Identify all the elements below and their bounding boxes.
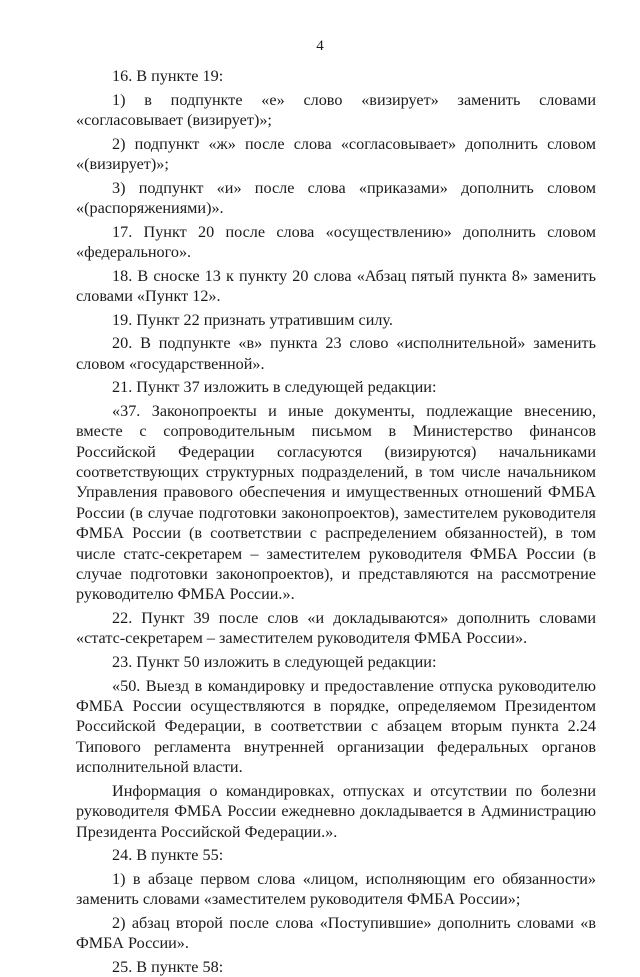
document-body: [76, 66, 596, 977]
item-25-heading: 25. В пункте 58:: [112, 957, 224, 976]
item-16-heading: 16. В пункте 19:: [112, 67, 224, 85]
item-17: 17. Пункт 20 после слова «осуществлению» дополнить словом «федерального».: [76, 222, 596, 261]
item-19: 19. Пункт 22 признать утратившим силу.: [112, 310, 393, 329]
item-23-heading: 23. Пункт 50 изложить в следующей редакции:: [112, 653, 437, 672]
item-20: 20. В подпункте «в» пункта 23 слово «исполнительной» заменить словом «государственной».: [76, 334, 596, 373]
item-23-quote-2: Информация о командировках, отпусках и отсутствии по болезни руководителя ФМБА России ежедневно докладывается в Администрацию Президента Российской Федерации.».: [76, 781, 596, 841]
item-24-heading: 24. В пункте 55:: [112, 846, 224, 865]
item-18: 18. В сноске 13 к пункту 20 слова «Абзац пятый пункта 8» заменить словами «Пункт 12».: [76, 266, 596, 305]
page-number: 4: [316, 38, 324, 54]
item-21-quote: «37. Законопроекты и иные документы, подлежащие внесению, вместе с сопроводительным письмом в Министерство финансов Российской Федерации согласуются (визируются) начальниками соответствующих структурных подразделений, в том числе начальником Управления правового обеспечения и имущественных отношений ФМБА России (в случае подготовки законопроектов), заместителем руководителя ФМБА России (в соответствии с распределением обязанностей), в том числе статс-секретарем – заместителем руководителя ФМБА России (в случае подготовки законопроектов), и представляются на рассмотрение руководителю ФМБА России.».: [76, 401, 596, 604]
item-16-sub-1: 1) в подпункте «е» слово «визирует» заменить словами «согласовывает (визирует)»;: [76, 90, 596, 129]
item-21-heading: 21. Пункт 37 изложить в следующей редакции:: [112, 378, 437, 397]
item-16-sub-3: 3) подпункт «и» после слова «приказами» дополнить словом «(распоряжениями)».: [76, 178, 596, 217]
item-24-sub-1: 1) в абзаце первом слова «лицом, исполняющим его обязанности» заменить словами «заместителем руководителя ФМБА России»;: [76, 869, 596, 909]
item-24-sub-2: 2) абзац второй после слова «Поступившие» дополнить словами «в ФМБА России».: [76, 913, 596, 953]
item-22: 22. Пункт 39 после слов «и докладываются» дополнить словами «статс-секретарем – заместителем руководителя ФМБА России».: [76, 609, 596, 648]
item-16-sub-2: 2) подпункт «ж» после слова «согласовывает» дополнить словом «(визирует)»;: [76, 134, 596, 173]
item-23-quote-1: «50. Выезд в командировку и предоставление отпуска руководителю ФМБА России осуществляются в порядке, определяемом Президентом Российской Федерации, в соответствии с абзацем вторым пункта 2.24 Типового регламента внутренней организации федеральных органов исполнительной власти.: [76, 676, 596, 777]
